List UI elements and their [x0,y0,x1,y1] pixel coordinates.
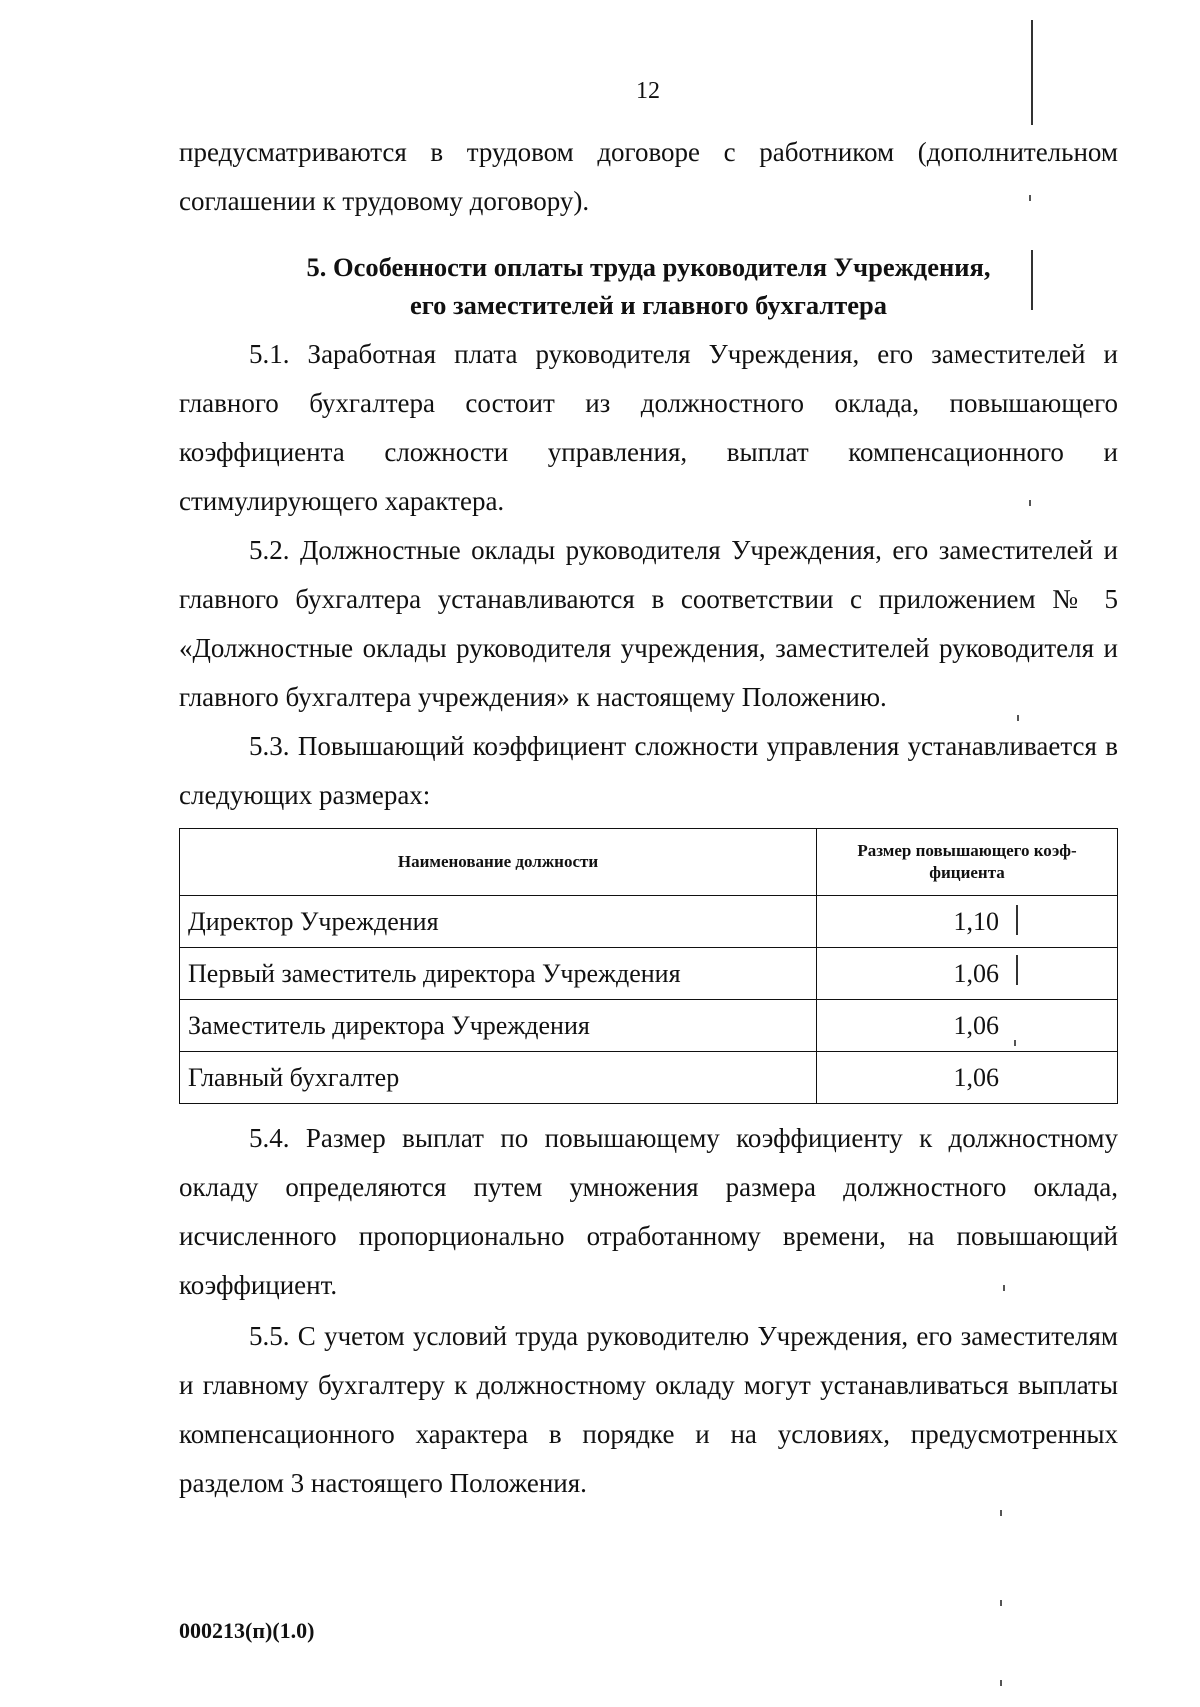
document-code: 000213(п)(1.0) [179,1618,315,1643]
cell-coefficient: 1,06 [817,1000,1118,1052]
header-coefficient: Размер повышающего коэф-фициента [817,829,1118,896]
scan-artifact-line [1031,250,1033,310]
scan-artifact-dot [1003,1285,1005,1291]
scan-artifact-line [1016,905,1018,935]
scan-artifact-dot [1000,1680,1002,1686]
scan-artifact-line [1016,955,1018,985]
cell-coefficient: 1,10 [817,896,1118,948]
cell-position: Первый заместитель директора Учреждения [180,948,817,1000]
scan-artifact-dot [1014,1040,1016,1046]
paragraph-5-1: 5.1. Заработная плата руководителя Учреждения, его заместителей и главного бухгалтера состоит из должностного оклада, повышающего коэффициента сложности управления, выплат компенсационного и стимулирующего характера. [179,339,1118,516]
scan-artifact-dot [1000,1510,1002,1516]
scan-artifact-dot [1029,500,1031,506]
table-row [180,948,1118,1000]
section-heading [179,248,1118,324]
table-row [180,896,1118,948]
scan-artifact-dot [1017,715,1019,721]
paragraph-5-4: 5.4. Размер выплат по повышающему коэффициенту к должностному окладу определяются путем умножения размера должностного оклада, исчисленного пропорционально отработанному времени, на повышающий коэффициент. [179,1123,1118,1300]
scan-artifact-dot [1000,1600,1002,1606]
page-content [179,128,1118,1508]
section-title-line-2: его заместителей и главного бухгалтера [409,290,888,320]
header-position: Наименование должности [180,829,817,896]
table-row [180,1052,1118,1104]
page-number: 12 [636,78,660,104]
cell-position: Заместитель директора Учреждения [180,1000,817,1052]
cell-coefficient: 1,06 [817,1052,1118,1104]
cell-coefficient: 1,06 [817,948,1118,1000]
intro-paragraph: предусматриваются в трудовом договоре с работником (дополнительном соглашении к трудовому договору). [179,137,1118,216]
cell-position: Главный бухгалтер [180,1052,817,1104]
table-row [180,1000,1118,1052]
scan-artifact-line [1031,20,1033,125]
table-header-row [180,829,1118,896]
cell-position: Директор Учреждения [180,896,817,948]
scan-artifact-dot [1029,195,1031,201]
paragraph-5-3: 5.3. Повышающий коэффициент сложности управления устанавливается в следующих размерах: [179,731,1118,810]
paragraph-5-2: 5.2. Должностные оклады руководителя Учреждения, его заместителей и главного бухгалтера устанавливаются в соответствии с приложением № 5 «Должностные оклады руководителя учреждения, заместителей руководителя и главного бухгалтера учреждения» к настоящему Положению. [179,535,1118,712]
coefficient-table [179,828,1118,1104]
section-title-line-1: 5. Особенности оплаты труда руководителя Учреждения, [306,252,991,282]
paragraph-5-5: 5.5. С учетом условий труда руководителю Учреждения, его заместителям и главному бухгалтеру к должностному окладу могут устанавливаться выплаты компенсационного характера в порядке и на условиях, предусмотренных разделом 3 настоящего Положения. [179,1321,1118,1498]
